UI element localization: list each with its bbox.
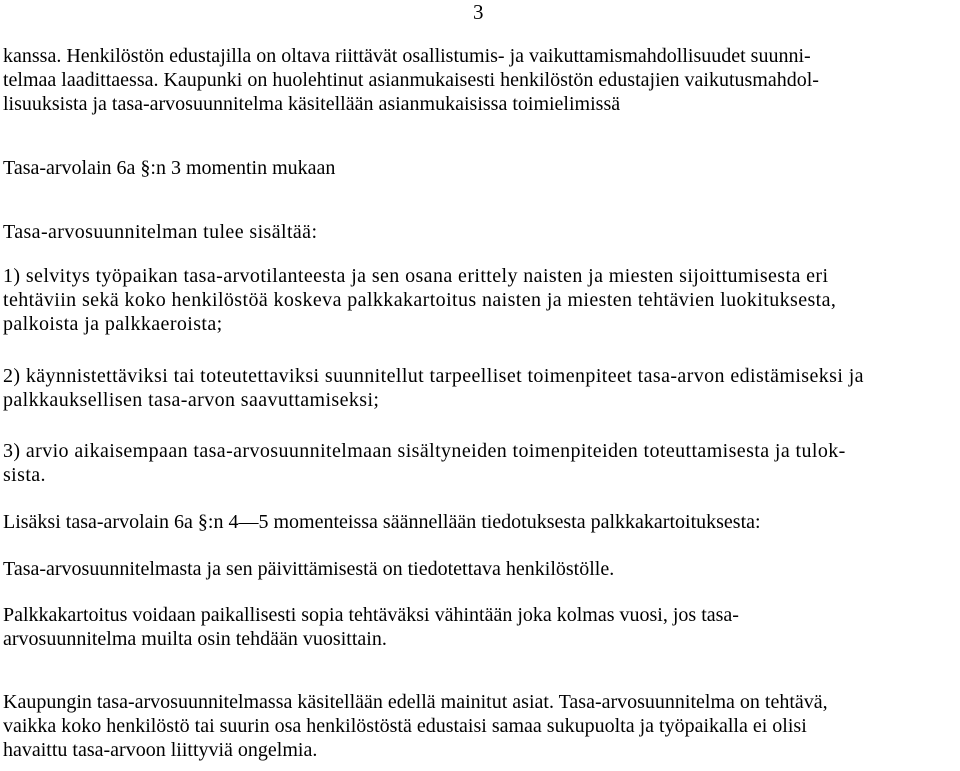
list-item-line: tehtäviin sekä koko henkilöstöä koskeva palkkakartoitus naisten ja miesten tehtävien luokituksesta,: [3, 289, 837, 311]
plan-contents-heading-text: Tasa-arvosuunnitelman tulee sisältää:: [3, 221, 318, 243]
additional-regulation-text: Lisäksi tasa-arvolain 6a §:n 4—5 momenteissa säännellään tiedotuksesta palkkakartoituksesta:: [3, 511, 761, 533]
plan-contents-heading: [3, 220, 957, 244]
closing-line: Kaupungin tasa-arvosuunnitelmassa käsitellään edellä mainitut asiat. Tasa-arvosuunnitelma on tehtävä,: [3, 691, 828, 713]
notification-paragraph: [3, 557, 957, 581]
list-item-line: palkoista ja palkkaeroista;: [3, 313, 223, 335]
list-item-3: [3, 439, 957, 487]
closing-paragraph: [3, 690, 957, 762]
intro-line: kanssa. Henkilöstön edustajilla on oltava riittävät osallistumis- ja vaikuttamismahdollisuudet suunni-: [3, 45, 811, 67]
intro-line: telmaa laadittaessa. Kaupunki on huolehtinut asianmukaisesti henkilöstön edustajien vaikutusmahdol-: [3, 69, 819, 91]
pay-survey-line: arvosuunnitelma muilta osin tehdään vuosittain.: [3, 628, 387, 650]
law-reference-text: Tasa-arvolain 6a §:n 3 momentin mukaan: [3, 157, 336, 179]
intro-paragraph: [3, 44, 957, 116]
list-item-line: 1) selvitys työpaikan tasa-arvotilanteesta ja sen osana erittely naisten ja miesten sijoittumisesta eri: [3, 265, 829, 287]
pay-survey-paragraph: [3, 603, 957, 651]
intro-line: lisuuksista ja tasa-arvosuunnitelma käsitellään asianmukaisissa toimielimissä: [3, 93, 621, 115]
list-item-1: [3, 264, 957, 336]
list-item-line: 3) arvio aikaisempaan tasa-arvosuunnitelmaan sisältyneiden toimenpiteiden toteuttamisesta ja tulok-: [3, 440, 846, 462]
closing-line: vaikka koko henkilöstö tai suurin osa henkilöstöstä edustaisi samaa sukupuolta ja työpaikalla ei olisi: [3, 715, 807, 737]
notification-text: Tasa-arvosuunnitelmasta ja sen päivittämisestä on tiedotettava henkilöstölle.: [3, 558, 615, 580]
law-reference: [3, 156, 957, 180]
additional-regulation: [3, 510, 957, 534]
list-item-line: 2) käynnistettäviksi tai toteutettaviksi suunnitellut tarpeelliset toimenpiteet tasa-arvon edistämiseksi ja: [3, 365, 864, 387]
pay-survey-line: Palkkakartoitus voidaan paikallisesti sopia tehtäväksi vähintään joka kolmas vuosi, jos tasa-: [3, 604, 739, 626]
list-item-line: sista.: [3, 464, 46, 486]
list-item-line: palkkauksellisen tasa-arvon saavuttamiseksi;: [3, 389, 380, 411]
page-number: 3: [473, 0, 484, 24]
closing-line: havaittu tasa-arvoon liittyviä ongelmia.: [3, 739, 318, 761]
list-item-2: [3, 364, 957, 412]
